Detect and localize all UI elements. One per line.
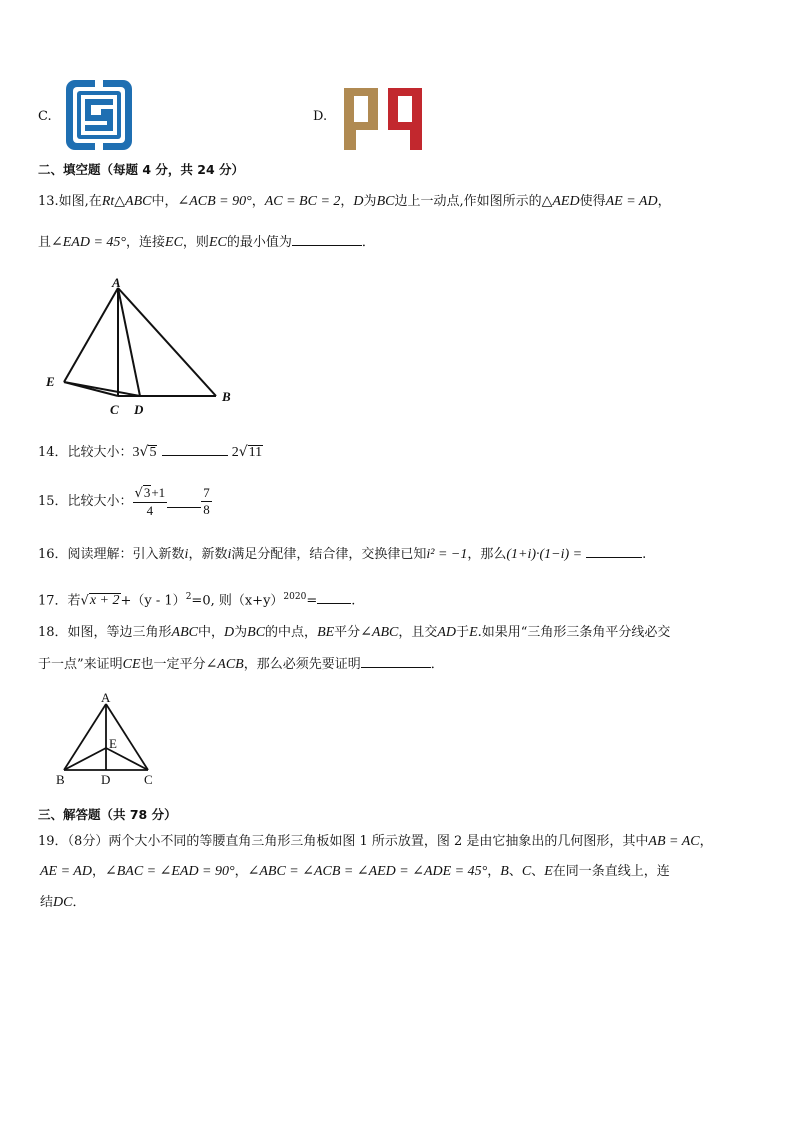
q13-label-b: B <box>222 389 231 404</box>
q13-label-e: E <box>46 374 55 389</box>
q18-label-c: C <box>144 772 153 787</box>
option-d-label: D. <box>313 109 328 124</box>
q18-label-b: B <box>56 772 65 787</box>
q18-equilateral-triangle-figure <box>52 688 162 788</box>
q13-label-a: A <box>112 275 121 290</box>
q19-line1: 19．（8分）两个大小不同的等腰直角三角形三角板如图 1 所示放置，图 2 是由它抽象出的几何图形，其中AB = AC， <box>38 834 713 849</box>
q14-line: 14．比较大小：3√5 2√11 <box>38 444 263 460</box>
section-3-title: 三、解答题（共 78 分） <box>38 807 177 822</box>
q15-fraction-2: $\frac{7}{8}$ <box>203 485 210 517</box>
q16-answer-blank[interactable] <box>586 545 642 558</box>
q18-label-a: A <box>101 690 111 705</box>
blue-square-maze-logo-icon <box>66 80 132 150</box>
q18-label-e: E <box>109 736 117 751</box>
q18-line2: 于一点”来证明CE也一定平分∠ACB，那么必须先要证明 ． <box>38 657 444 672</box>
q16-line: 16．阅读理解：引入新数i，新数i满足分配律，结合律，交换律已知i² = −1，那么(1+i)·(1−i) = . <box>38 547 647 562</box>
q19-line2: AE = AD，∠BAC = ∠EAD = 90°，∠ABC = ∠ACB = ∠AED = ∠ADE = 45°，B、C、E在同一条直线上，连 <box>40 864 670 879</box>
q13-line1: 13.如图,在Rt△ABC中，∠ACB = 90°，AC = BC = 2，D为BC边上一动点,作如图所示的△AED使得AE = AD， <box>38 194 671 209</box>
q18-line1: 18．如图，等边三角形ABC中，D为BC的中点，BE平分∠ABC，且交AD于E.如果用“三角形三条角平分线必交 <box>38 625 671 640</box>
q13-label-c: C <box>110 402 119 417</box>
q15-line: 15．比较大小： $\frac{√3+1}{4}$ $\frac{7}{8}$ <box>38 484 210 518</box>
option-c-label: C. <box>38 109 52 124</box>
q15-answer-blank[interactable] <box>167 495 201 508</box>
q18-answer-blank[interactable] <box>361 655 431 668</box>
q13-line2: 且∠EAD = 45°，连接EC，则EC的最小值为 ． <box>38 235 375 250</box>
q18-label-d: D <box>101 772 111 787</box>
q15-fraction-1: $\frac{√3+1}{4}$ <box>134 484 166 518</box>
section-2-title: 二、填空题（每题 4 分，共 24 分） <box>38 162 245 177</box>
q19-line3: 结DC． <box>40 895 86 910</box>
q13-answer-blank[interactable] <box>292 233 362 246</box>
q17-line: 17．若√x + 2+（y - 1）$^2$=0, 则$(x+y)^{2020}=$ . <box>38 592 356 609</box>
q17-answer-blank[interactable] <box>317 591 351 604</box>
q14-answer-blank[interactable] <box>162 443 228 456</box>
q13-triangle-figure <box>40 272 240 422</box>
q13-label-d: D <box>134 402 144 417</box>
brown-red-book-logo-icon <box>342 84 426 152</box>
